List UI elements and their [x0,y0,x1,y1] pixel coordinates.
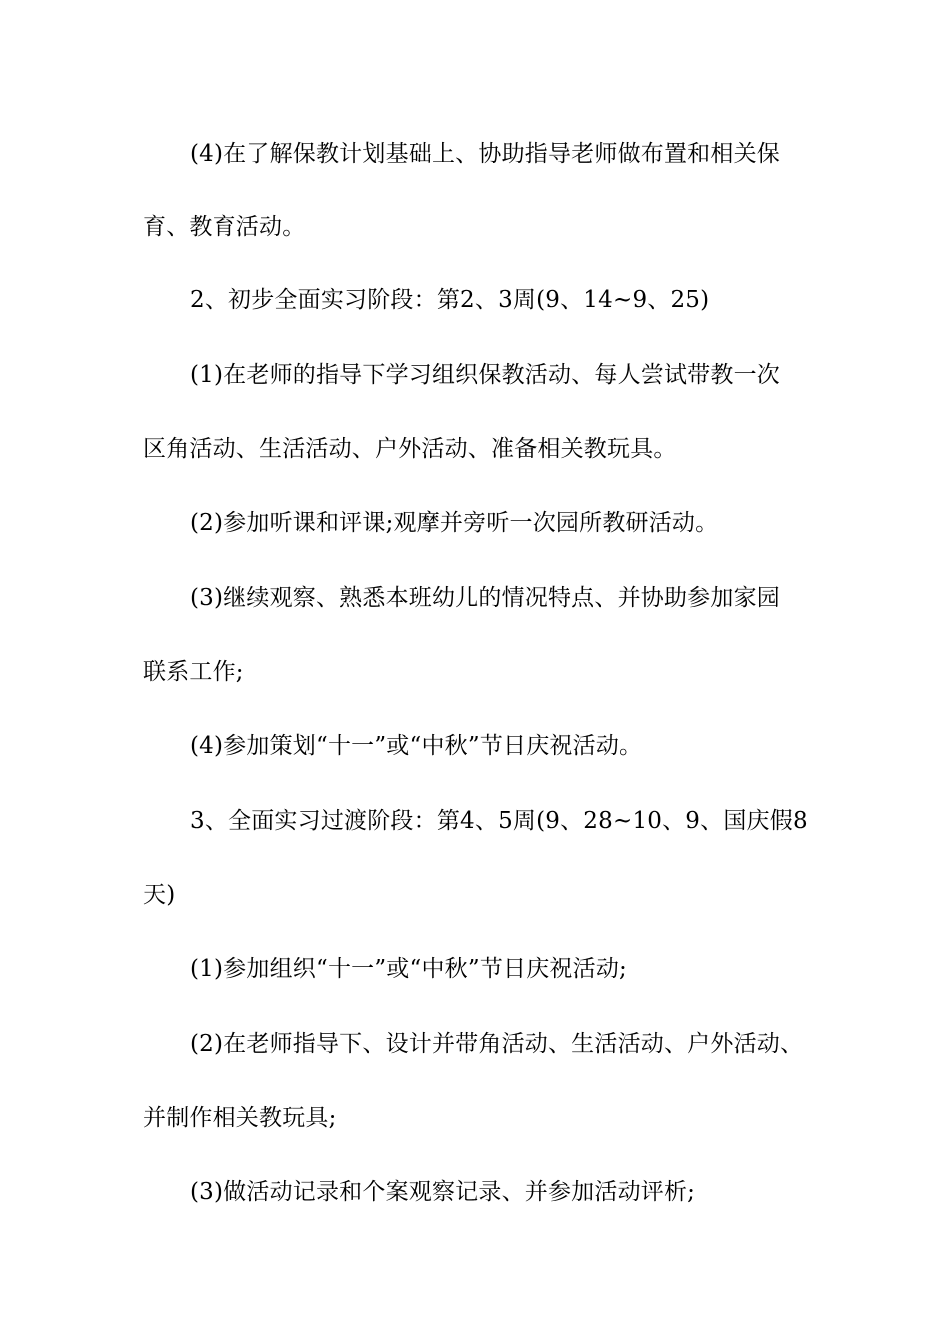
paragraph-line: (1)参加组织“十一”或“中秋”节日庆祝活动; [190,956,627,982]
paragraph-line: (2)在老师指导下、设计并带角活动、生活活动、户外活动、 [190,1031,804,1057]
paragraph-line: 联系工作; [143,659,244,685]
paragraph-line: 并制作相关教玩具; [143,1105,337,1131]
section-heading: 2、初步全面实习阶段：第2、3周(9、14~9、25) [190,287,710,313]
paragraph-line: 天) [143,882,176,908]
paragraph-line: (2)参加听课和评课;观摩并旁听一次园所教研活动。 [190,510,719,536]
paragraph-line: (1)在老师的指导下学习组织保教活动、每人尝试带教一次 [190,362,780,388]
paragraph-line: (4)在了解保教计划基础上、协助指导老师做布置和相关保 [190,141,780,167]
paragraph-line: 区角活动、生活活动、户外活动、准备相关教玩具。 [143,436,677,462]
paragraph-line: (3)继续观察、熟悉本班幼儿的情况特点、并协助参加家园 [190,585,780,611]
paragraph-line: 育、教育活动。 [143,214,306,240]
paragraph-line: (3)做活动记录和个案观察记录、并参加活动评析; [190,1179,696,1205]
paragraph-line: (4)参加策划“十一”或“中秋”节日庆祝活动。 [190,733,643,759]
section-heading: 3、全面实习过渡阶段：第4、5周(9、28~10、9、国庆假8 [190,808,808,834]
